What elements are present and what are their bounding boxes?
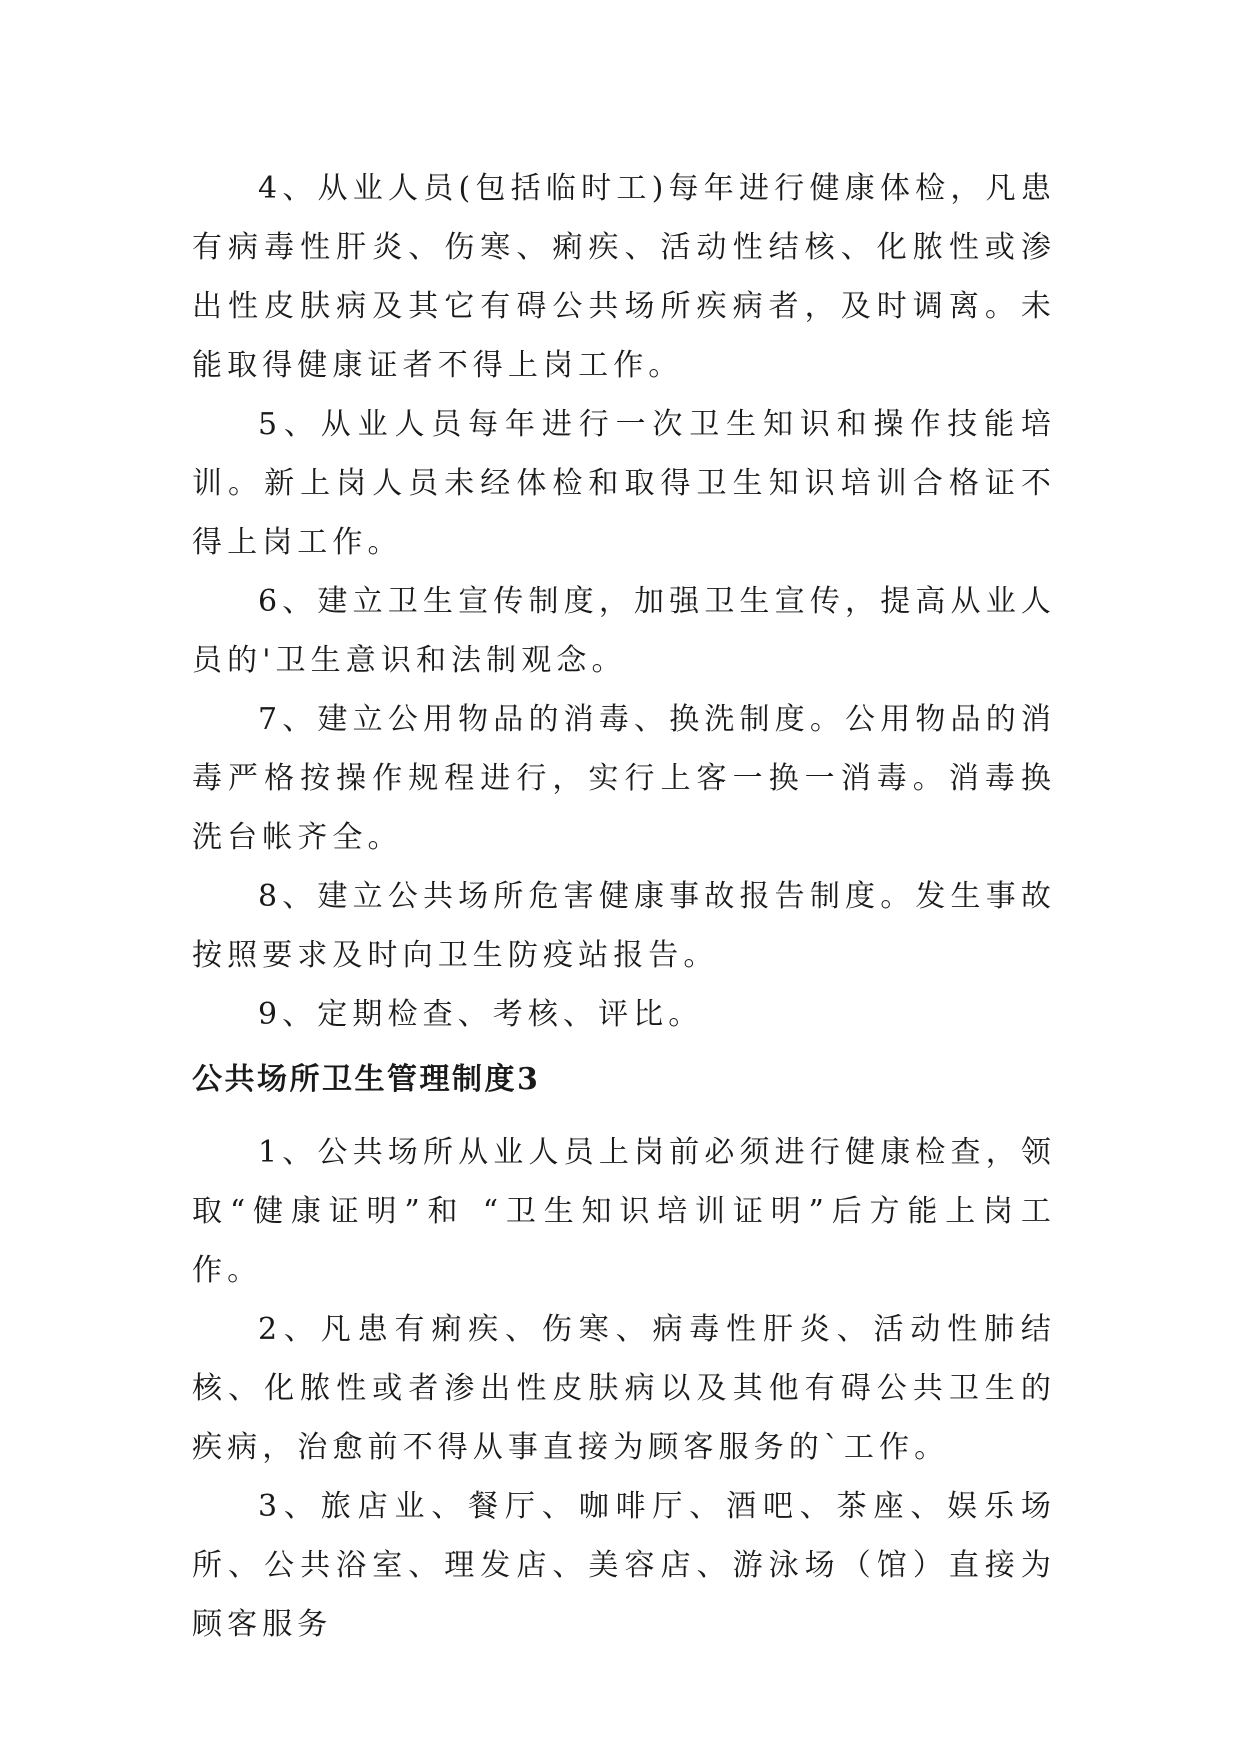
paragraph-item-5: 5、从业人员每年进行一次卫生知识和操作技能培训。新上岗人员未经体检和取得卫生知识培训合格证不得上岗工作。	[192, 407, 1056, 560]
paragraph-item-3: 3、旅店业、餐厅、咖啡厅、酒吧、茶座、娱乐场所、公共浴室、理发店、美容店、游泳场（馆）直接为顾客服务	[192, 1489, 1056, 1642]
paragraph-item-2: 2、凡患有痢疾、伤寒、病毒性肝炎、活动性肺结核、化脓性或者渗出性皮肤病以及其他有碍公共卫生的疾病，治愈前不得从事直接为顾客服务的`工作。	[192, 1312, 1056, 1465]
paragraph-item-4: 4、从业人员(包括临时工)每年进行健康体检，凡患有病毒性肝炎、伤寒、痢疾、活动性结核、化脓性或渗出性皮肤病及其它有碍公共场所疾病者，及时调离。未能取得健康证者不得上岗工作。	[192, 171, 1056, 383]
paragraph-item-9: 9、定期检查、考核、评比。	[258, 997, 704, 1032]
section-two-body	[192, 1123, 1056, 1654]
section-one-body	[192, 159, 1056, 1044]
paragraph-item-8: 8、建立公共场所危害健康事故报告制度。发生事故按照要求及时向卫生防疫站报告。	[192, 879, 1056, 973]
section-heading: 公共场所卫生管理制度3	[192, 1062, 541, 1097]
paragraph-item-1: 1、公共场所从业人员上岗前必须进行健康检查，领取“健康证明”和 “卫生知识培训证明”后方能上岗工作。	[192, 1135, 1056, 1288]
paragraph-item-7: 7、建立公用物品的消毒、换洗制度。公用物品的消毒严格按操作规程进行，实行上客一换一消毒。消毒换洗台帐齐全。	[192, 702, 1056, 855]
paragraph-item-6: 6、建立卫生宣传制度，加强卫生宣传，提高从业人员的'卫生意识和法制观念。	[192, 584, 1056, 678]
